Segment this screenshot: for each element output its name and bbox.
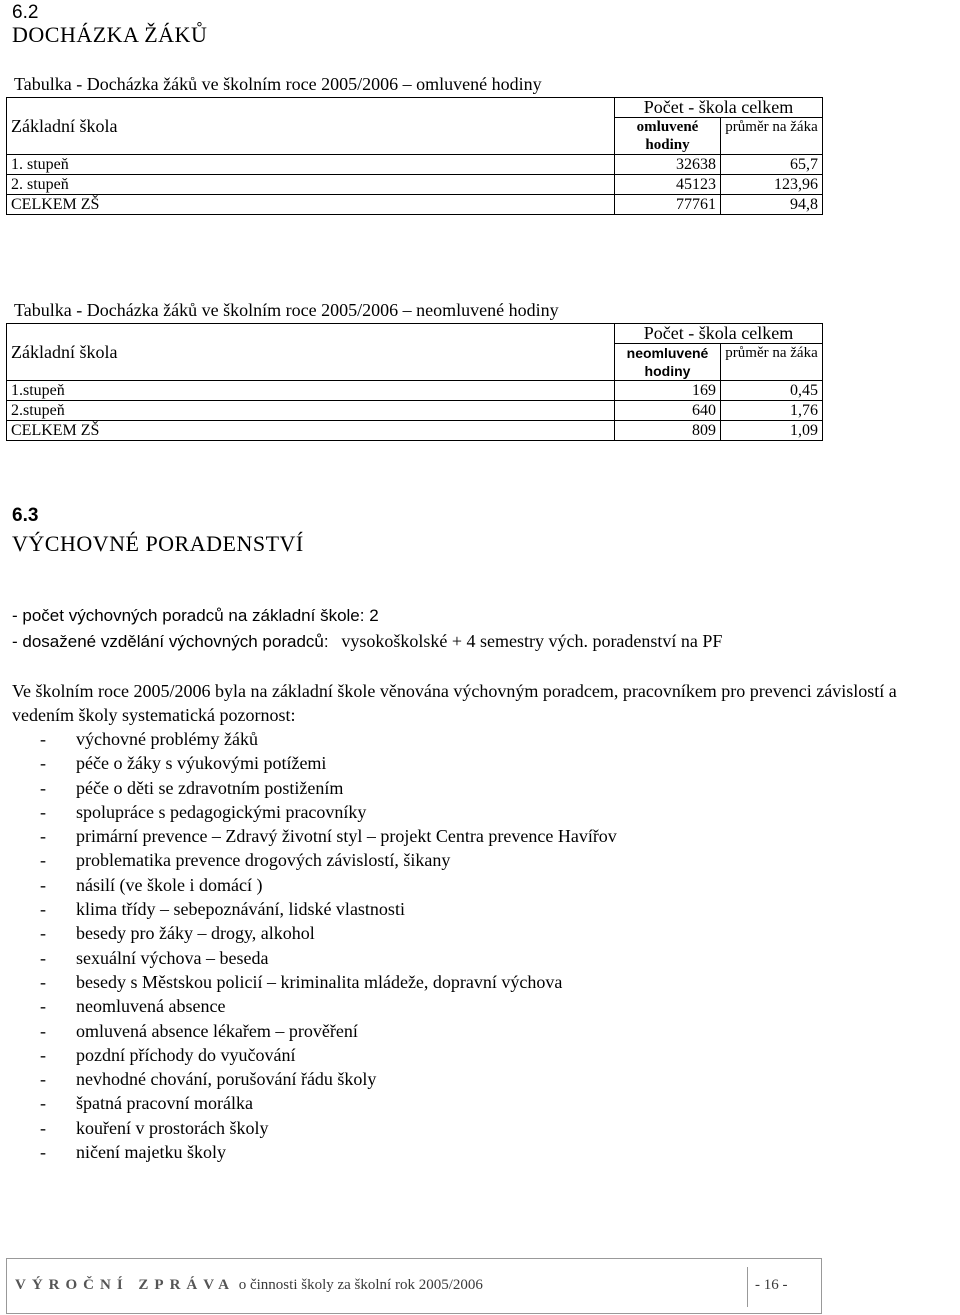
average-value: 1,09 [721,421,823,441]
list-item-text: sexuální výchova – beseda [76,947,269,968]
column-header-average: průměr na žáka [721,118,823,155]
attendance-table-excused [6,97,823,215]
topic-list [40,727,617,1164]
list-item-text: špatná pracovní morálka [76,1093,253,1114]
average-value: 1,76 [721,401,823,421]
page-footer [6,1258,822,1314]
list-item [40,1019,617,1043]
row-header-cell: Základní škola [7,98,615,155]
hours-value: 169 [615,381,721,401]
list-item [40,873,617,897]
list-item-text: omluvená absence lékařem – prověření [76,1020,358,1041]
average-value: 65,7 [721,155,823,175]
section-title: DOCHÁZKA ŽÁKŮ [12,22,208,47]
list-item [40,1140,617,1164]
table-row [7,175,823,195]
list-item-text: kouření v prostorách školy [76,1117,269,1138]
list-dash: - [40,753,46,774]
footer-divider [747,1267,748,1307]
list-item [40,824,617,848]
table-row [7,401,823,421]
education-value: vysokoškolské + 4 semestry vých. poradenství na PF [341,631,723,651]
list-item-text: besedy s Městskou policií – kriminalita mládeže, dopravní výchova [76,971,563,992]
hours-value: 640 [615,401,721,421]
list-item-text: péče o žáky s výukovými potížemi [76,753,327,774]
counselor-education-line [12,631,722,652]
section-number: 6.3 [12,505,39,526]
list-dash: - [40,850,46,871]
list-item-text: nevhodné chování, porušování řádu školy [76,1069,377,1090]
hours-value: 809 [615,421,721,441]
section-title: VÝCHOVNÉ PORADENSTVÍ [12,531,304,556]
list-dash: - [40,777,46,798]
list-item-text: besedy pro žáky – drogy, alkohol [76,923,315,944]
list-item [40,970,617,994]
footer-report-subtitle: o činnosti školy za školní rok 2005/2006 [234,1277,483,1293]
list-item [40,946,617,970]
list-dash: - [40,729,46,749]
row-label: 2. stupeň [7,175,615,195]
average-value: 94,8 [721,195,823,215]
group-header-cell: Počet - škola celkem [615,324,823,344]
list-item [40,1116,617,1140]
footer-report-title: VÝROČNÍ ZPRÁVA [15,1277,235,1293]
list-dash: - [40,1044,46,1065]
list-item [40,921,617,945]
intro-paragraph: Ve školním roce 2005/2006 byla na základní škole věnována výchovným poradcem, pracovníkem pro prevenci závislostí a vedením školy systematická pozornost: [12,681,897,725]
row-label: CELKEM ZŠ [7,195,615,215]
list-item [40,1091,617,1115]
list-dash: - [40,971,46,992]
table-row [7,155,823,175]
list-item-text: problematika prevence drogových závislostí, šikany [76,850,451,871]
list-dash: - [40,1093,46,1114]
hours-value: 77761 [615,195,721,215]
education-label: - dosažené vzdělání výchovných poradců: [12,632,329,651]
row-header-cell: Základní škola [7,324,615,381]
list-dash: - [40,826,46,847]
column-header-hours: omluvené hodiny [615,118,721,155]
list-dash: - [40,996,46,1017]
counselor-count-line: - počet výchovných poradců na základní škole: 2 [12,606,379,625]
row-label: CELKEM ZŠ [7,421,615,441]
list-item-text: pozdní příchody do vyučování [76,1044,296,1065]
average-value: 123,96 [721,175,823,195]
list-dash: - [40,1117,46,1138]
list-dash: - [40,1069,46,1090]
average-value: 0,45 [721,381,823,401]
list-item-text: ničení majetku školy [76,1142,226,1163]
list-item-text: neomluvená absence [76,996,226,1017]
hours-value: 45123 [615,175,721,195]
list-dash: - [40,923,46,944]
list-item [40,1067,617,1091]
list-dash: - [40,947,46,968]
footer-text [15,1277,483,1294]
table-row [7,381,823,401]
list-item [40,848,617,872]
list-item-text: péče o děti se zdravotním postižením [76,777,344,798]
row-label: 1. stupeň [7,155,615,175]
column-header-average: průměr na žáka [721,344,823,381]
table-row [7,421,823,441]
list-dash: - [40,899,46,920]
page-number: - 16 - [755,1277,788,1293]
list-dash: - [40,874,46,895]
row-label: 2.stupeň [7,401,615,421]
list-item [40,800,617,824]
table-row [7,195,823,215]
list-item [40,1043,617,1067]
list-item [40,751,617,775]
hours-value: 32638 [615,155,721,175]
list-item [40,727,617,751]
list-item [40,994,617,1018]
list-item [40,897,617,921]
table-caption: Tabulka - Docházka žáků ve školním roce 2005/2006 – omluvené hodiny [14,74,542,94]
list-dash: - [40,801,46,822]
column-header-hours: neomluvené hodiny [615,344,721,381]
row-label: 1.stupeň [7,381,615,401]
list-item [40,776,617,800]
table-caption: Tabulka - Docházka žáků ve školním roce 2005/2006 – neomluvené hodiny [14,300,559,320]
list-dash: - [40,1142,46,1163]
list-item-text: výchovné problémy žáků [76,729,258,749]
attendance-table-unexcused [6,323,823,441]
list-item-text: spolupráce s pedagogickými pracovníky [76,801,367,822]
group-header-cell: Počet - škola celkem [615,98,823,118]
list-dash: - [40,1020,46,1041]
list-item-text: primární prevence – Zdravý životní styl – projekt Centra prevence Havířov [76,826,617,847]
list-item-text: násilí (ve škole i domácí ) [76,874,263,895]
list-item-text: klima třídy – sebepoznávání, lidské vlastnosti [76,899,405,920]
section-number: 6.2 [12,2,39,23]
